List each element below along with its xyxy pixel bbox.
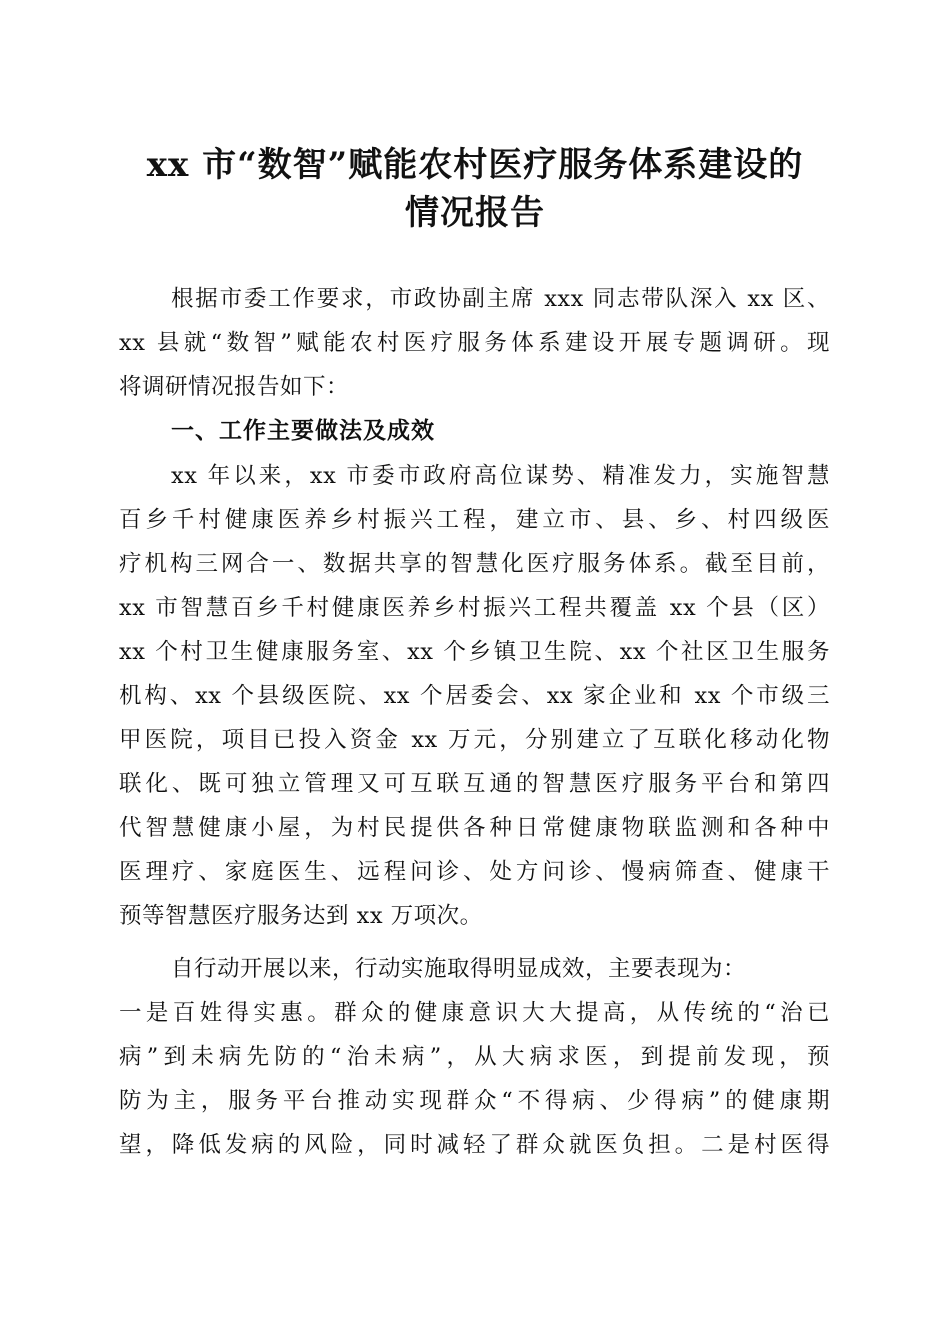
para2-line: 一是百姓得实惠。群众的健康意识大大提高，从传统的“治已 [119, 1000, 830, 1026]
section-heading: 一、工作主要做法及成效 [171, 418, 435, 444]
para2-line: 自行动开展以来，行动实施取得明显成效，主要表现为： [171, 956, 747, 982]
para1-line: 预等智慧医疗服务达到 xx 万项次。 [119, 903, 483, 929]
intro-line-3: 将调研情况报告如下： [119, 374, 350, 400]
document-title [110, 141, 840, 237]
title-line-2: 情况报告 [405, 193, 545, 233]
para1-line: 联化、既可独立管理又可互联互通的智慧医疗服务平台和第四 [119, 771, 830, 797]
para1-line: 医理疗、家庭医生、远程问诊、处方问诊、慢病筛查、健康干 [119, 859, 830, 885]
para2-line: 病”到未病先防的“治未病”，从大病求医，到提前发现，预 [119, 1044, 830, 1070]
title-line-1: xx 市“数智”赋能农村医疗服务体系建设的 [146, 145, 804, 185]
para1-line: 代智慧健康小屋，为村民提供各种日常健康物联监测和各种中 [119, 815, 830, 841]
para1-line: xx 市智慧百乡千村健康医养乡村振兴工程共覆盖 xx 个县（区） [119, 595, 830, 621]
intro-line-1: 根据市委工作要求，市政协副主席 xxx 同志带队深入 xx 区、 [171, 286, 830, 312]
para1-line: 甲医院，项目已投入资金 xx 万元，分别建立了互联化移动化物 [119, 727, 830, 753]
para1-line: 疗机构三网合一、数据共享的智慧化医疗服务体系。截至目前， [119, 551, 830, 577]
para2-line: 望，降低发病的风险，同时减轻了群众就医负担。二是村医得 [119, 1132, 830, 1158]
para1-line: 百乡千村健康医养乡村振兴工程，建立市、县、乡、村四级医 [119, 507, 830, 533]
intro-line-2: xx 县就“数智”赋能农村医疗服务体系建设开展专题调研。现 [119, 330, 830, 356]
para1-line: xx 个村卫生健康服务室、xx 个乡镇卫生院、xx 个社区卫生服务 [119, 639, 830, 665]
para2-line: 防为主，服务平台推动实现群众“不得病、少得病”的健康期 [119, 1088, 830, 1114]
para1-line: xx 年以来，xx 市委市政府高位谋势、精准发力，实施智慧 [171, 463, 830, 489]
para1-line: 机构、xx 个县级医院、xx 个居委会、xx 家企业和 xx 个市级三 [119, 683, 830, 709]
